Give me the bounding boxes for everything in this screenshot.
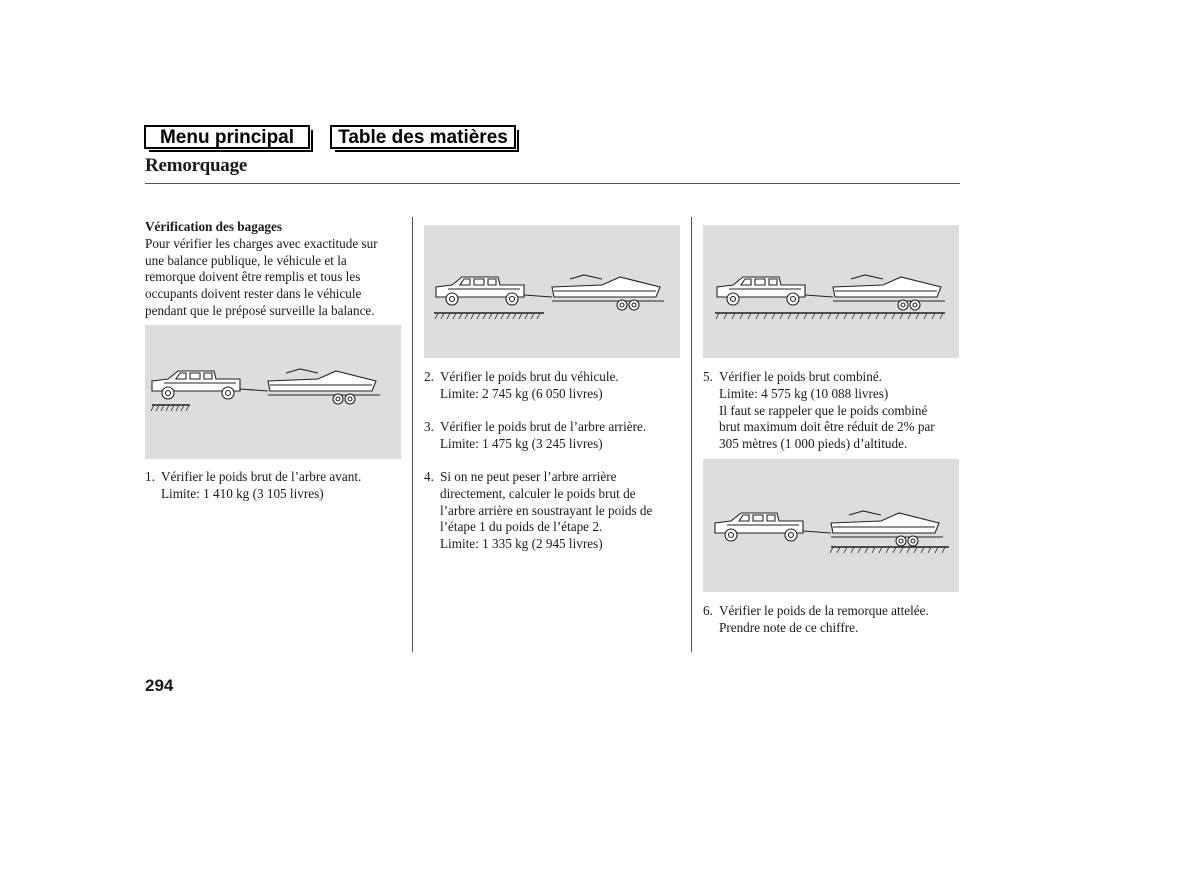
step-number: 4. <box>424 469 434 484</box>
list-item <box>424 469 686 554</box>
intro-block <box>145 219 407 320</box>
list-item <box>424 419 686 453</box>
intro-line: Pour vérifier les charges avec exactitude sur <box>145 235 378 251</box>
truck-trailer-illustration <box>424 225 680 358</box>
list-item <box>703 603 965 637</box>
step-line: Vérifier le poids de la remorque attelée. <box>719 603 929 618</box>
intro-line: occupants doivent rester dans le véhicule <box>145 286 362 302</box>
column-divider-2 <box>691 217 692 652</box>
figure-trailer-weighing <box>703 459 959 592</box>
step-line: Limite: 4 575 kg (10 088 livres) <box>719 385 889 401</box>
step-line: l’arbre arrière en soustrayant le poids de <box>440 502 653 518</box>
step-line: Limite: 2 745 kg (6 050 livres) <box>440 385 603 401</box>
truck-trailer-illustration <box>703 459 959 592</box>
step-number: 6. <box>703 603 713 618</box>
step-line: Vérifier le poids brut du véhicule. <box>440 369 619 384</box>
step-number: 3. <box>424 419 434 434</box>
main-menu-button[interactable] <box>144 125 310 149</box>
page-number: 294 <box>145 676 174 695</box>
step-line: 305 mètres (1 000 pieds) d’altitude. <box>719 436 908 452</box>
table-of-contents-label: Table des matières <box>338 127 508 148</box>
step-line: l’étape 1 du poids de l’étape 2. <box>440 519 603 535</box>
truck-trailer-illustration <box>703 225 959 358</box>
step-line: brut maximum doit être réduit de 2% par <box>719 419 935 435</box>
step-line: Vérifier le poids brut combiné. <box>719 369 882 384</box>
column-divider-1 <box>412 217 413 652</box>
intro-line: une balance publique, le véhicule et la <box>145 252 347 268</box>
list-item <box>145 469 407 503</box>
figure-combined-weighing <box>703 225 959 358</box>
step-line: Limite: 1 335 kg (2 945 livres) <box>440 536 603 552</box>
intro-heading: Vérification des bagages <box>145 219 282 234</box>
header-divider <box>145 183 960 184</box>
figure-front-axle-weighing <box>145 325 401 459</box>
step-line: Vérifier le poids brut de l’arbre arrière. <box>440 419 647 434</box>
figure-vehicle-weighing <box>424 225 680 358</box>
intro-line: pendant que le préposé surveille la balance. <box>145 302 375 318</box>
main-menu-label: Menu principal <box>159 127 295 148</box>
step-line: directement, calculer le poids brut de <box>440 485 636 501</box>
step-line: Vérifier le poids brut de l’arbre avant. <box>161 469 362 484</box>
list-item <box>424 369 686 403</box>
step-line: Limite: 1 410 kg (3 105 livres) <box>161 485 324 501</box>
section-title: Remorquage <box>145 155 248 176</box>
truck-trailer-illustration <box>145 325 401 459</box>
step-line: Il faut se rappeler que le poids combiné <box>719 402 928 418</box>
table-of-contents-button[interactable] <box>330 125 516 149</box>
step-line: Prendre note de ce chiffre. <box>719 619 859 635</box>
step-number: 5. <box>703 369 713 384</box>
step-number: 2. <box>424 369 434 384</box>
step-number: 1. <box>145 469 155 484</box>
intro-line: remorque doivent être remplis et tous les <box>145 269 361 285</box>
step-line: Si on ne peut peser l’arbre arrière <box>440 469 617 484</box>
step-line: Limite: 1 475 kg (3 245 livres) <box>440 435 603 451</box>
list-item <box>703 369 965 454</box>
